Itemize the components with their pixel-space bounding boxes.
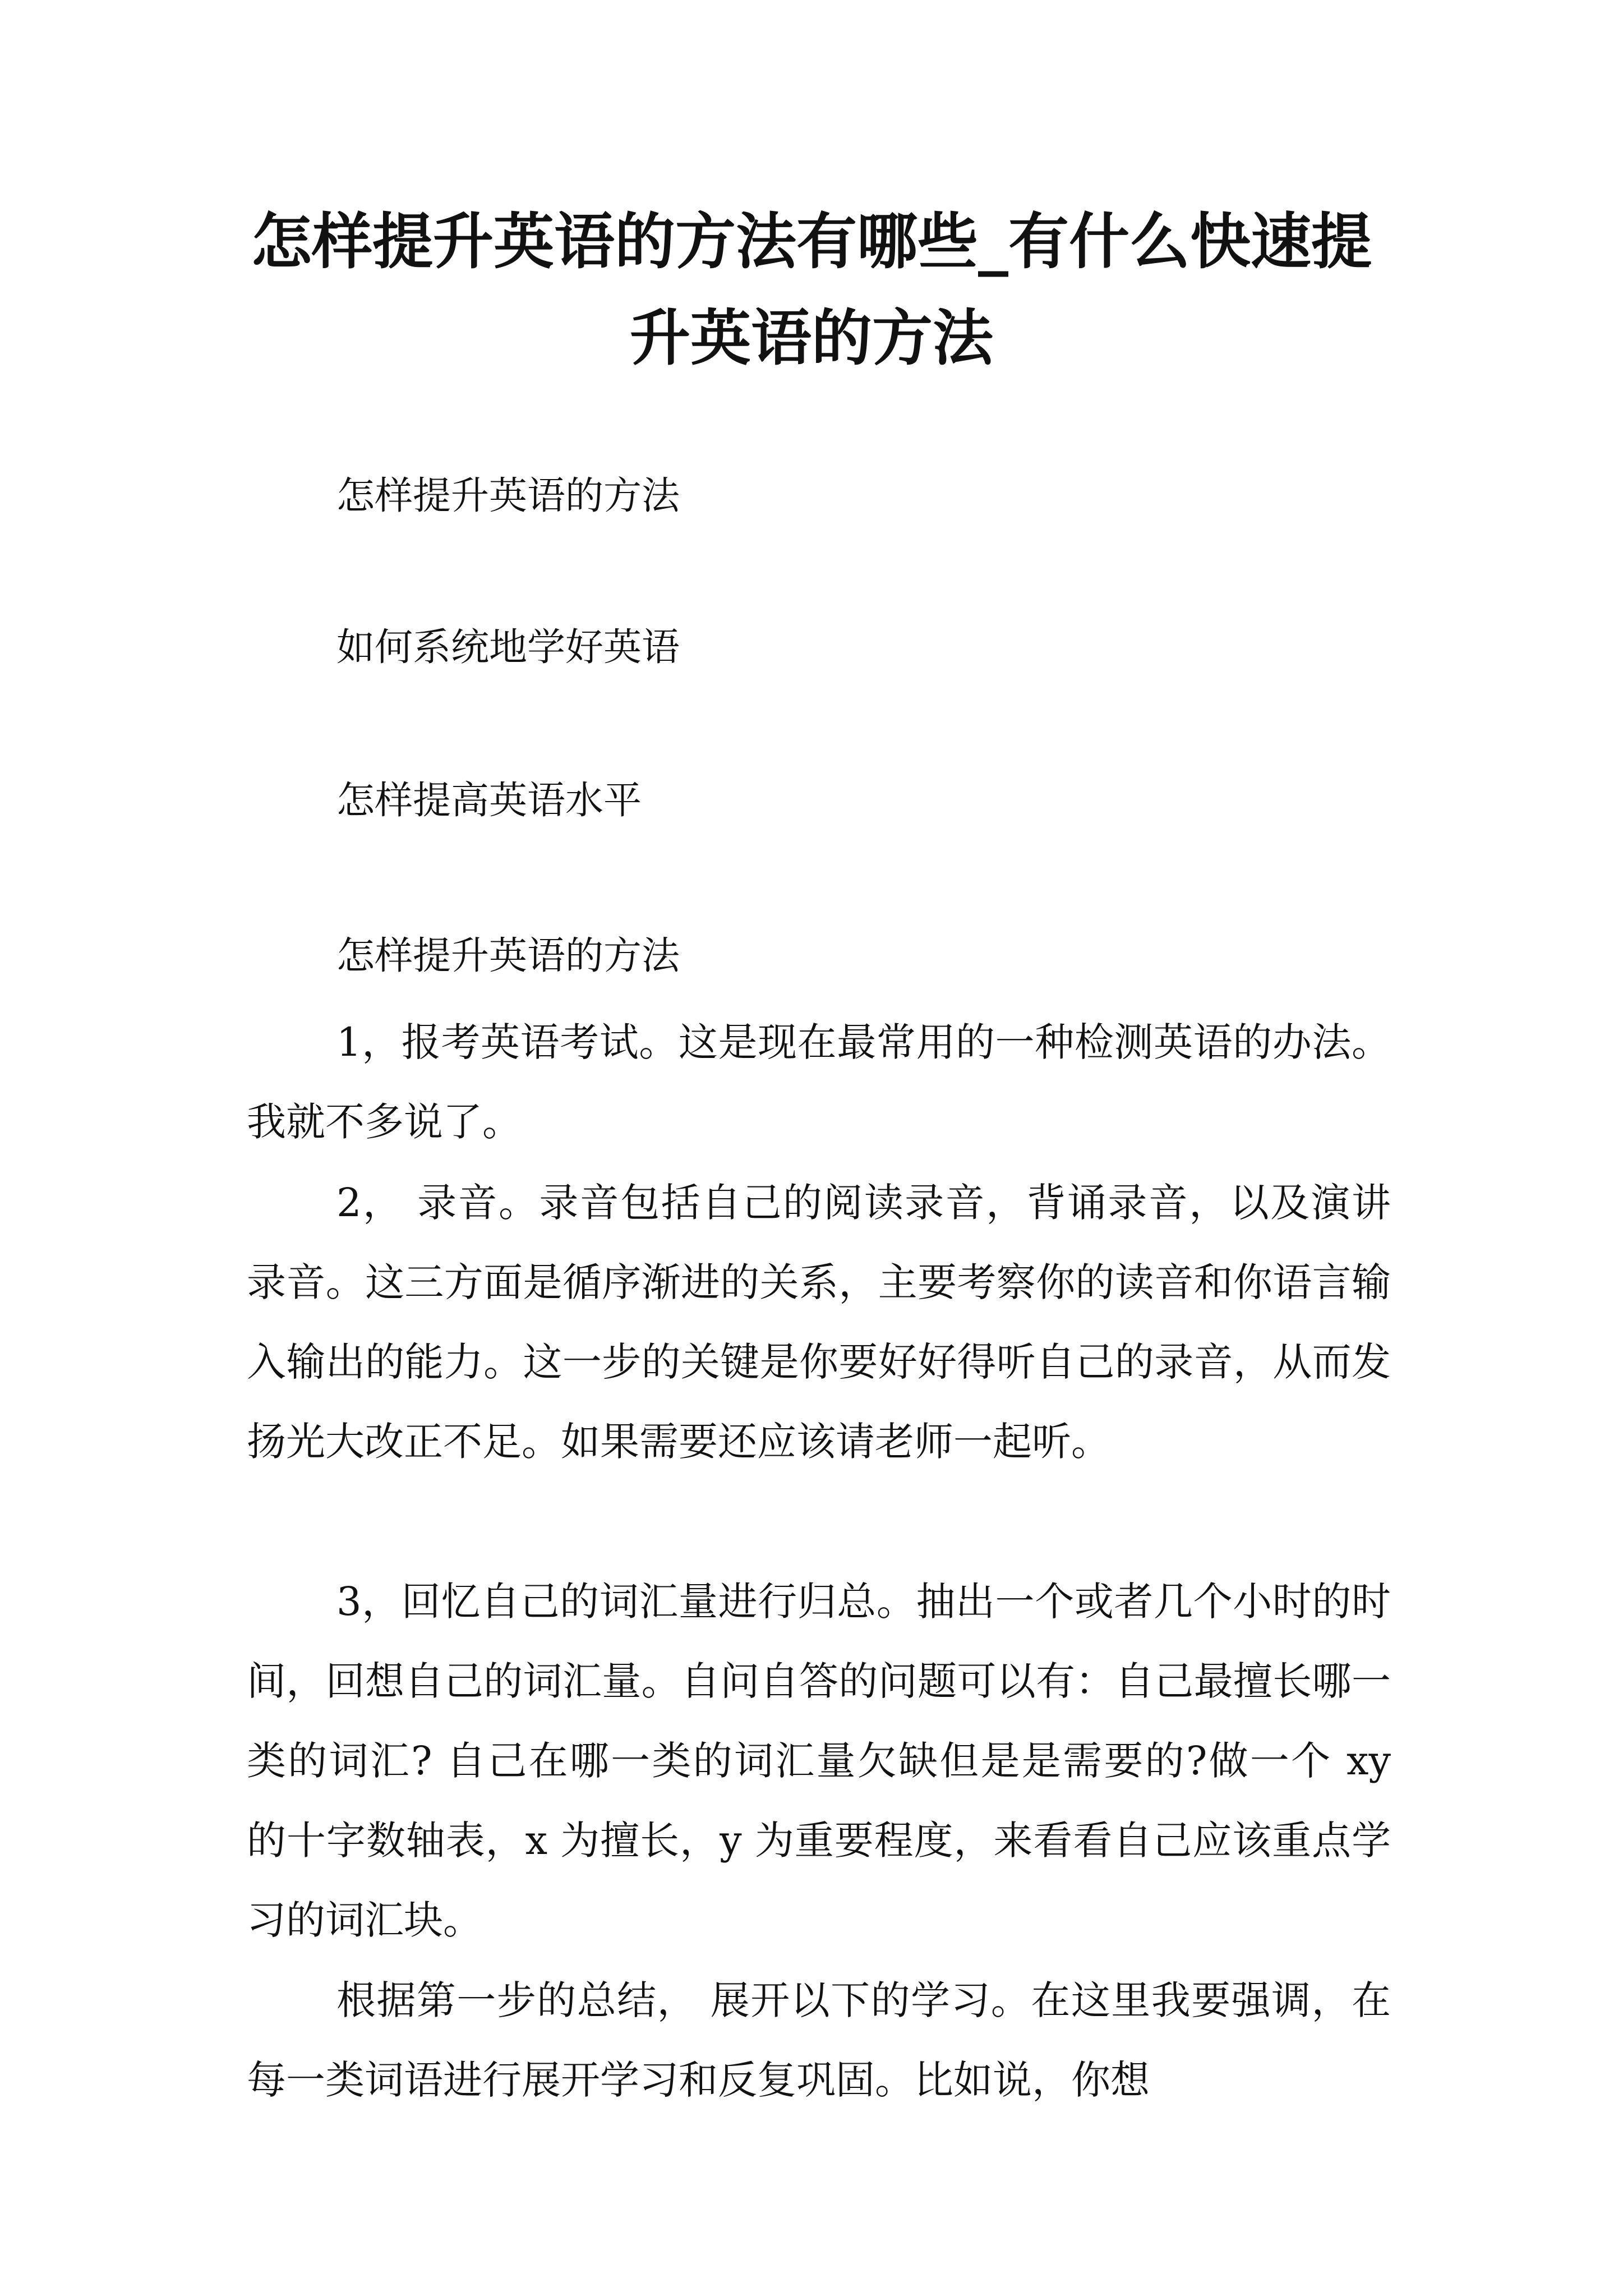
document-title: 怎样提升英语的方法有哪些_有什么快速提升英语的方法 xyxy=(251,206,1372,374)
toc-item-1: 怎样提升英语的方法 xyxy=(336,474,680,518)
paragraph-4: 根据第一步的总结， 展开以下的学习。在这里我要强调，在每一类词语进行展开学习和反复巩固。比如说，你想 xyxy=(247,1977,1391,2103)
toc-item-3: 怎样提高英语水平 xyxy=(336,779,642,823)
section-heading: 怎样提升英语的方法 xyxy=(336,934,680,978)
paragraph-2: 2， 录音。录音包括自己的阅读录音，背诵录音，以及演讲录音。这三方面是循序渐进的关系，主要考察你的读音和你语言输入输出的能力。这一步的关键是你要好好得听自己的录音，从而发扬光大改正不足。如果需要还应该请老师一起听。 xyxy=(247,1180,1391,1465)
paragraph-3: 3，回忆自己的词汇量进行归总。抽出一个或者几个小时的时间，回想自己的词汇量。自问自答的问题可以有：自己最擅长哪一类的词汇? 自己在哪一类的词汇量欠缺但是是需要的?做一个 xy 的十字数轴表，x 为擅长，y 为重要程度，来看看自己应该重点学习的词汇块。 xyxy=(247,1579,1391,1943)
toc-item-2: 如何系统地学好英语 xyxy=(336,625,680,670)
paragraph-1: 1，报考英语考试。这是现在最常用的一种检测英语的办法。我就不多说了。 xyxy=(247,1019,1391,1145)
